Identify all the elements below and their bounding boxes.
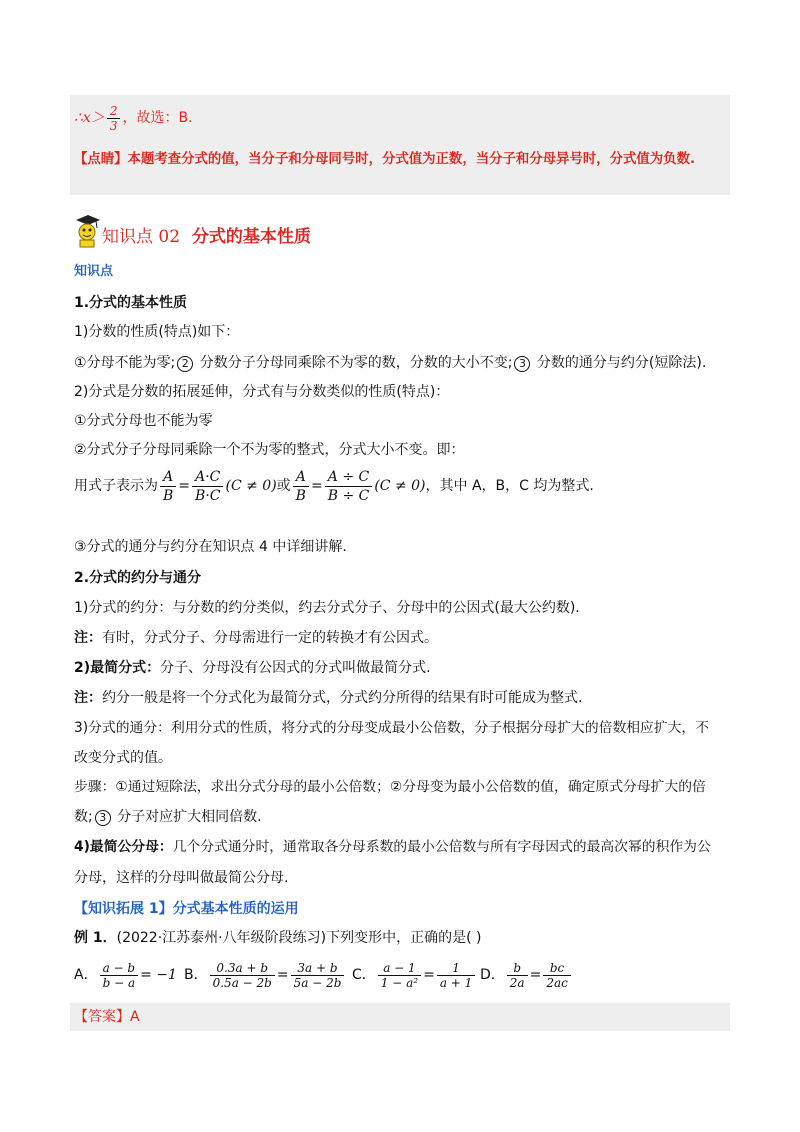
section-heading xyxy=(74,208,311,248)
answer-box xyxy=(70,1003,730,1031)
text-line: 分母，这样的分母叫做最简公分母. xyxy=(74,870,289,886)
text-line: ②分式分子分母同乘除一个不为零的整式，分式大小不变。即： xyxy=(74,442,465,458)
fraction: $\frac{2}{3}$ xyxy=(107,104,121,133)
fraction: $\frac{A}{B}$ xyxy=(293,468,309,505)
text-line: 数; 3 分子对应扩大相同倍数. xyxy=(74,809,262,825)
option-d[interactable]: D． $\frac{b}{2a}$ = $\frac{bc}{2ac}$ xyxy=(480,955,573,995)
text-line: ③分式的通分与约分在知识点 4 中详细讲解. xyxy=(74,539,347,555)
part2-heading: 2.分式的约分与通分 xyxy=(74,570,202,586)
section-title: 知识点 02 分式的基本性质 xyxy=(102,227,311,247)
extension-label: 【知识拓展 1】分式基本性质的运用 xyxy=(74,901,299,917)
part1-heading: 1.分式的基本性质 xyxy=(74,295,188,311)
knowledge-label: 知识点 xyxy=(74,264,114,279)
option-c[interactable]: C． $\frac{a - 1}{\text{1 − a²}}$ = $\frac{1}{a + 1}$ xyxy=(352,955,477,995)
text-line: 注：有时，分式分子、分母需进行一定的转换才有公因式。 xyxy=(74,630,438,646)
fraction: $\frac{A \div C}{B \div C}$ xyxy=(325,468,373,505)
text-line: 2)分式是分数的拓展延伸，分式有与分数类似的性质(特点)： xyxy=(74,384,450,400)
text-line: 3)分式的通分：利用分式的性质，将分式的分母变成最小公倍数，分子根据分母扩大的倍数相应扩大，不 xyxy=(74,720,710,736)
fraction: $\frac{A\cdot C}{B\cdot C}$ xyxy=(192,468,223,505)
text-line: 改变分式的值。 xyxy=(74,750,172,766)
formula-line: 用式子表示为 $\frac{A}{B}$ = $\frac{A\cdot C}{B\cdot C}$ (C ≠ 0)或 $\frac{A}{B}$ = $\frac{A \div C}{B \div C}$ (C ≠ 0)，其中 A，B，C 均为整式. xyxy=(74,468,594,504)
text-line: 步骤：①通过短除法，求出分式分母的最小公倍数；②分母变为最小公倍数的值，确定原式分母扩大的倍 xyxy=(74,779,706,795)
comment-line: 【点睛】本题考查分式的值，当分子和分母同号时，分式值为正数，当分子和分母异号时，分式值为负数. xyxy=(74,152,696,167)
answer-line: 【答案】A xyxy=(74,1009,140,1025)
text-line: 1)分式的约分：与分数的约分类似，约去分式分子、分母中的公因式(最大公约数). xyxy=(74,600,580,616)
text-line: 4)最简公分母：几个分式通分时，通常取各分母系数的最小公倍数与所有字母因式的最高次幂的积作为公 xyxy=(74,839,711,855)
option-b[interactable]: B． $\frac{0.3a + b}{0.5a - 2b}$ = $\frac{3a + b}{5a - 2b}$ xyxy=(184,955,346,995)
text-line: ①分式分母也不能为零 xyxy=(74,413,213,429)
option-a[interactable]: A． $\frac{a - b}{b - a}$ = −1 xyxy=(74,960,177,990)
scholar-mascot-icon xyxy=(74,212,100,248)
text-line: 1)分数的性质(特点)如下： xyxy=(74,324,240,340)
text-line: 2)最简分式：分子、分母没有公因式的分式叫做最简分式. xyxy=(74,660,431,676)
example-line: 例 1．(2022·江苏泰州·八年级阶段练习)下列变形中，正确的是( ) xyxy=(74,930,482,946)
text-line: 注：约分一般是将一个分式化为最简分式，分式约分所得的结果有时可能成为整式. xyxy=(74,690,583,706)
text-line: ①分母不能为零; 2 分数分子分母同乘除不为零的数，分数的大小不变; 3 分数的通分与约分(短除法). xyxy=(74,355,707,371)
solution-line: ∴x＞ $\frac{2}{3}$ ，故选：B. xyxy=(74,103,193,133)
fraction: $\frac{A}{B}$ xyxy=(160,468,176,505)
